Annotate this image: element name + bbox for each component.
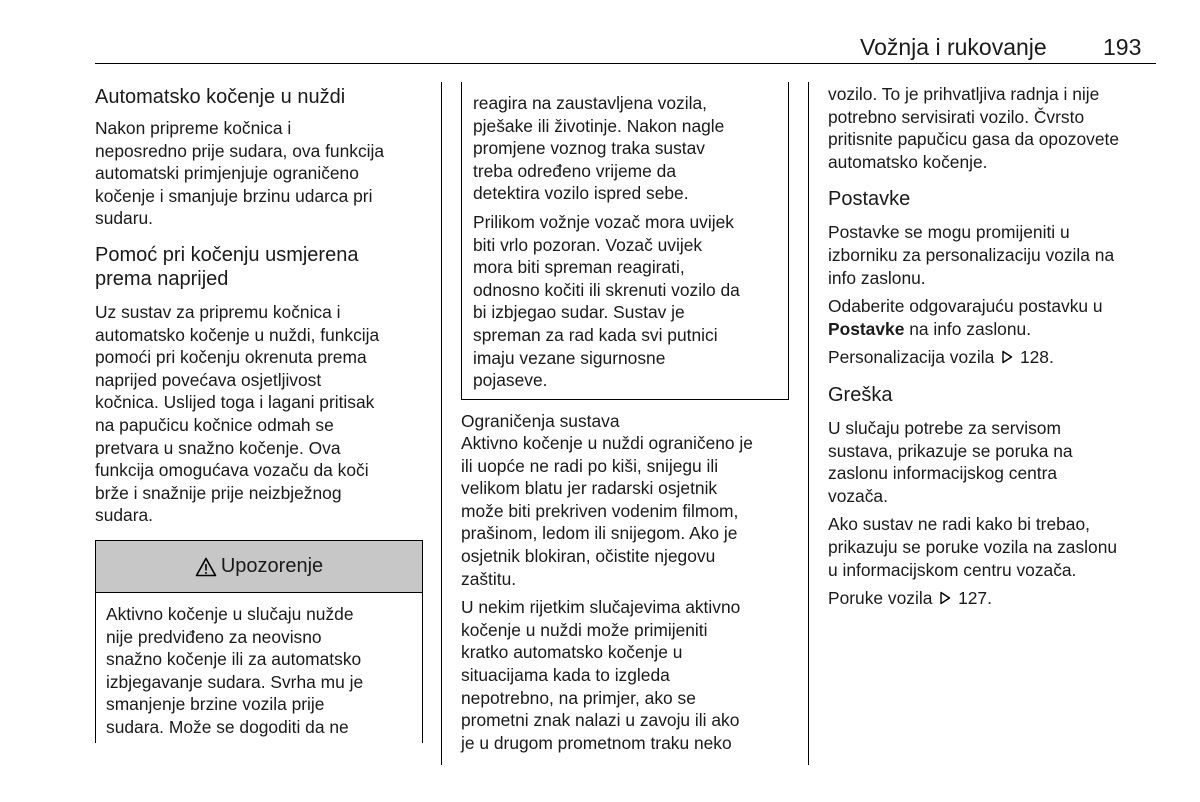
column-2 bbox=[461, 410, 791, 754]
warning-text: Aktivno kočenje u slučaju nužde nije predviđeno za neovisno snažno kočenje ili za automatsko izbjegavanje sudara. Svrha mu je smanjenje brzine vozila prije sudara. Može se dogoditi da ne bbox=[106, 604, 364, 737]
paragraph-error: U slučaju potrebe za servisom sustava, prikazuje se poruka na zaslonu informacijskog centra vozača. bbox=[828, 417, 1073, 506]
warning-text-continued-1: reagira na zaustavljena vozila, pješake ili životinje. Nakon nagle promjene voznog traka sustav treba određeno vrijeme da detektira vozilo ispred sebe. bbox=[473, 93, 725, 204]
heading-system-limitations: Ograničenja sustava bbox=[461, 411, 620, 431]
page-reference-arrow-icon bbox=[939, 591, 951, 605]
column-3 bbox=[828, 80, 1158, 610]
running-header-title: Vožnja i rukovanje bbox=[860, 34, 1047, 60]
header-rule bbox=[95, 63, 1156, 64]
column-1 bbox=[95, 80, 423, 527]
warning-title: Upozorenje bbox=[220, 555, 324, 577]
paragraph-intro: Nakon pripreme kočnica i neposredno prije sudara, ova funkcija automatski primjenjuje ograničeno kočenje i smanjuje brzinu udarca pri sudaru. bbox=[95, 118, 385, 229]
paragraph-personalization-ref: Personalizacija vozila 128. bbox=[828, 347, 1054, 368]
paragraph-continued: vozilo. To je prihvatljiva radnja i nije potrebno servisirati vozilo. Čvrsto pritisnite papučicu gasa da opozovete automatsko kočenje. bbox=[828, 84, 1120, 172]
heading-automatic-emergency-braking: Automatsko kočenje u nuždi bbox=[95, 86, 346, 108]
page-reference-arrow-icon bbox=[1001, 350, 1013, 364]
column-divider-2 bbox=[808, 82, 809, 765]
heading-forward-brake-assist: Pomoć pri kočenju usmjerena prema naprijed bbox=[95, 243, 359, 290]
paragraph-malfunction: Ako sustav ne radi kako bi trebao, prikazuju se poruke vozila na zaslonu u informacijskom centru vozača. bbox=[828, 514, 1118, 580]
warning-box bbox=[95, 540, 423, 743]
paragraph-rare-cases: U nekim rijetkim slučajevima aktivno kočenje u nuždi može primijeniti kratko automatsko kočenje u situacijama kada to izgleda nepotrebno, na primjer, ako se prometni znak nalazi u zavoju ili ako je u drugom prometnom traku neko bbox=[461, 597, 741, 753]
paragraph-settings: Postavke se mogu promijeniti u izborniku za personalizaciju vozila na info zaslonu. bbox=[828, 222, 1115, 288]
paragraph-vehicle-messages-ref: Poruke vozila 127. bbox=[828, 588, 992, 609]
column-divider-1 bbox=[441, 82, 442, 765]
settings-menu-name: Postavke bbox=[828, 318, 905, 339]
page-number: 193 bbox=[1103, 34, 1142, 60]
warning-triangle-icon bbox=[195, 557, 217, 577]
page-reference-128[interactable]: 128. bbox=[1019, 347, 1054, 368]
warning-text-continued-2: Prilikom vožnje vozač mora uvijek biti vrlo pozoran. Vozač uvijek mora biti spreman reagirati, odnosno kočiti ili skrenuti vozilo da bi izbjegao sudar. Sustav je spreman za rad kada svi putnici imaju vezane sigurnosne pojaseve. bbox=[473, 211, 740, 391]
paragraph-brake-assist: Uz sustav za pripremu kočnica i automatsko kočenje u nuždi, funkcija pomoći pri kočenju okrenuta prema naprijed povećava osjetljivost kočnica. Uslijed toga i lagani pritisak na papučicu kočnice odmah se pretvara u snažno kočenje. Ova funkcija omogućava vozaču da koči brže i snažnije prije neizbježnog sudara. bbox=[95, 301, 380, 526]
paragraph-limitations: Aktivno kočenje u nuždi ograničeno je ili uopće ne radi po kiši, snijegu ili velikom blatu jer radarski osjetnik može biti prekriven vodenim filmom, prašinom, ledom ili snijegom. Ako je osjetnik blokiran, očistite njegovu zaštitu. bbox=[461, 433, 753, 589]
heading-settings: Postavke bbox=[828, 188, 911, 211]
page-reference-127[interactable]: 127. bbox=[958, 588, 992, 609]
paragraph-select-setting: Odaberite odgovarajuću postavku u Postavke na info zaslonu. bbox=[828, 296, 1103, 339]
warning-box-continued bbox=[461, 82, 789, 400]
heading-error: Greška bbox=[828, 383, 893, 406]
warning-header bbox=[96, 541, 422, 593]
